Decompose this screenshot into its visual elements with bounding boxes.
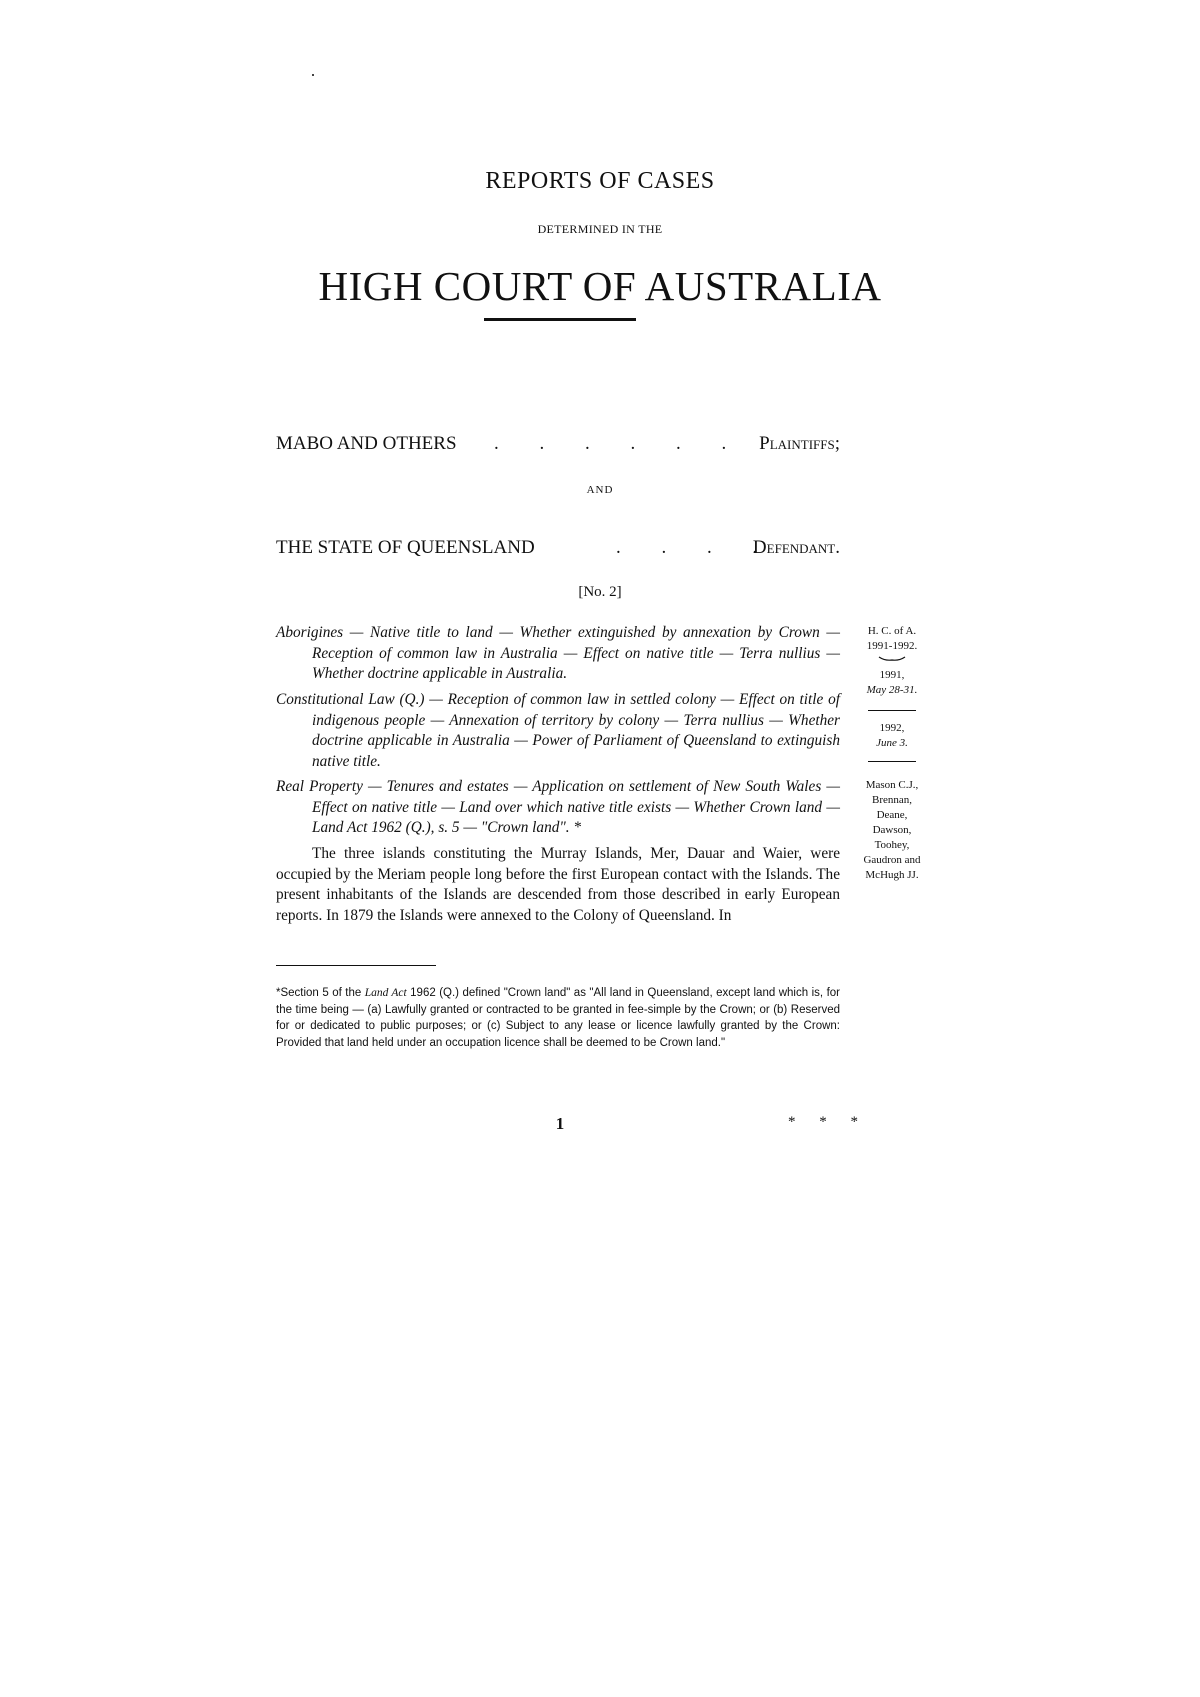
case-number: [No. 2] [578,584,622,600]
margin-judgment-date: June 3. [876,737,908,749]
footnote-act-name: Land Act [364,987,407,999]
margin-judges-6: Gaudron and [863,854,921,866]
body-paragraph: The three islands constituting the Murray Islands, Mer, Dauar and Waier, were occupied by the Meriam people long before the first European contact with the Islands. The present inhabitants of the Islands are descended from those described in early European reports. In 1879 the Islands were annexed to the Colony of Queensland. In [276,845,840,924]
footnote-lead: *Section 5 of the [276,987,365,999]
margin-judges-4: Dawson, [872,824,912,836]
plaintiff-name: MABO AND OTHERS [276,433,457,454]
defendant-role: Defendant. [752,537,840,558]
plaintiff-row [276,433,840,463]
footnote [276,985,840,1051]
page-speck [312,74,314,76]
footnote-rule [276,965,436,966]
defendant-leader-dots: . . . . [616,537,776,558]
margin-hearing-dates: May 28-31. [866,684,918,696]
plaintiff-role: Plaintiffs; [759,433,840,454]
page-number: 1 [555,1114,565,1133]
margin-judges-7: McHugh JJ. [865,869,919,881]
margin-judgment-year: 1992, [879,722,905,734]
reports-heading: REPORTS OF CASES [485,168,715,194]
and-separator: AND [586,484,614,496]
defendant-name: THE STATE OF QUEENSLAND [276,537,535,558]
title-rule [484,318,636,321]
margin-judges-3: Deane, [876,809,908,821]
margin-judges-5: Toohey, [874,839,910,851]
brace-icon [878,656,906,662]
margin-judges-1: Mason C.J., [865,779,919,791]
headnote-aborigines: Aborigines — Native title to land — Whether extinguished by annexation by Crown — Reception of common law in Australia — Effect on native title — Terra nullius — Whether doctrine applicable in Australia. [276,624,840,682]
defendant-row [276,537,840,567]
court-title: HIGH COURT OF AUSTRALIA [318,263,882,309]
margin-note [848,624,936,883]
headnote-real-property: Real Property — Tenures and estates — Application on settlement of New South Wales — Effect on native title — Land over which native title exists — Whether Crown land — Land Act 1962 (Q.), s. 5 — "Crown land". * [276,778,840,836]
footnote-text: 1962 (Q.) defined "Crown land" as "All land in Queensland, except land which is, for the time being — (a) Lawfully granted or contracted to be granted in fee-simple by the Crown; or (b) Reserved for or dedicated to public purposes; or (c) Subject to any lease or licence lawfully granted by the Crown: Provided that land held under an occupation licence shall be deemed to be Crown land." [276,987,840,1049]
margin-court-years-2: 1991-1992. [866,640,918,652]
margin-hearing-year: 1991, [879,669,905,681]
signature-marks: * * * [788,1114,868,1130]
margin-rule [868,761,916,762]
margin-court-years-1: H. C. of A. [867,625,917,637]
determined-subheading: DETERMINED IN THE [537,222,663,236]
margin-rule [868,710,916,711]
margin-judges-2: Brennan, [871,794,912,806]
plaintiff-leader-dots: . . . . . . [494,433,745,454]
headnote-constitutional-law: Constitutional Law (Q.) — Reception of common law in settled colony — Effect on title of indigenous people — Annexation of territory by colony — Terra nullius — Whether doctrine applicable in Australia — Power of Parliament of Queensland to extinguish native title. [276,691,840,770]
